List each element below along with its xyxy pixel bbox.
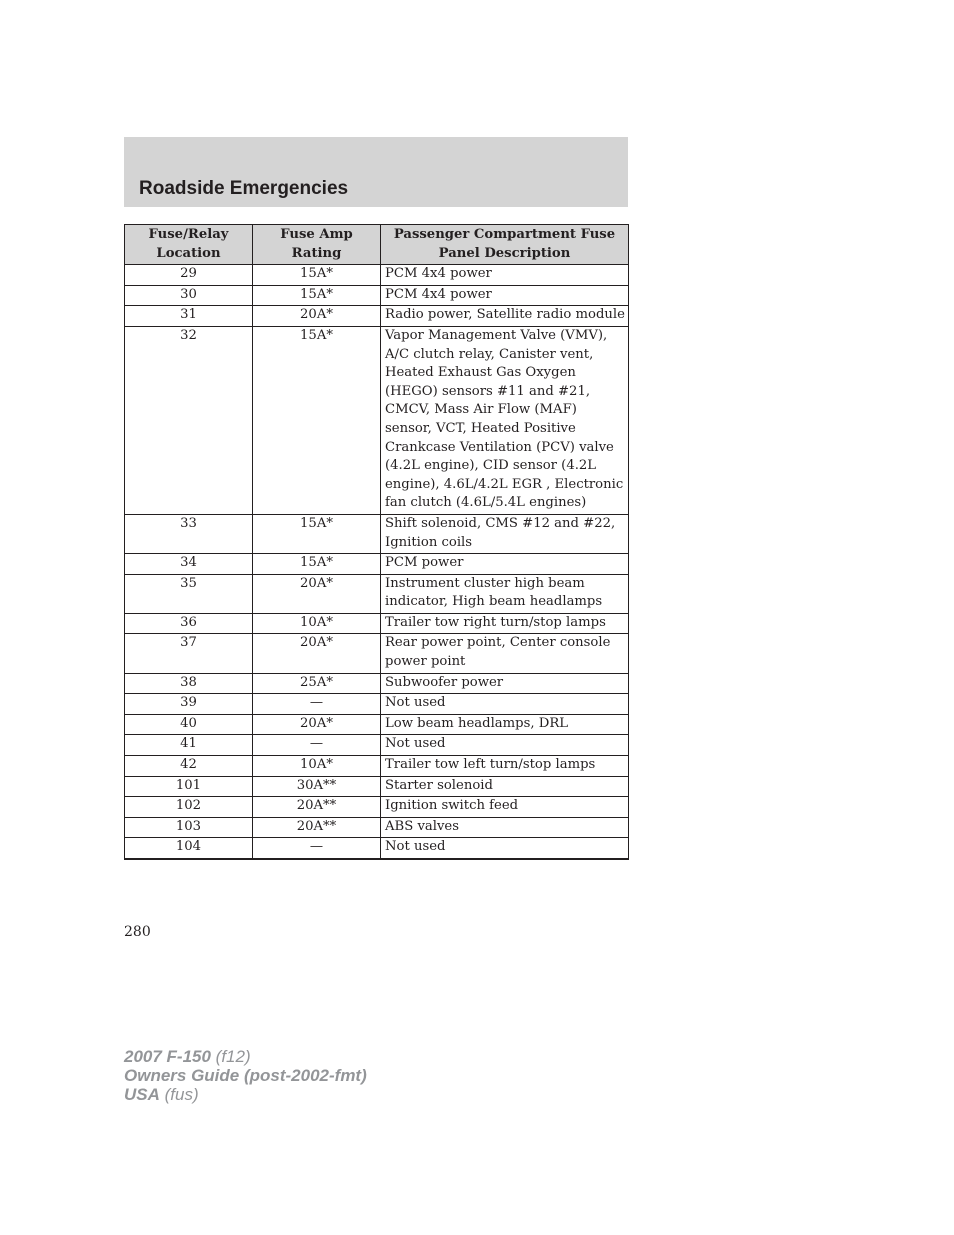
- table-row: [125, 634, 629, 673]
- fuse-location-cell: 41: [125, 735, 253, 756]
- fuse-rating-cell: 15A*: [253, 285, 381, 306]
- fuse-rating-cell: 20A**: [253, 797, 381, 818]
- document-footer: [124, 1047, 367, 1104]
- section-header-band: [124, 137, 628, 207]
- table-row: [125, 838, 629, 859]
- fuse-description-cell: PCM power: [381, 554, 629, 575]
- fuse-location-cell: 37: [125, 634, 253, 673]
- fuse-description-cell: PCM 4x4 power: [381, 285, 629, 306]
- fuse-rating-cell: 15A*: [253, 265, 381, 286]
- fuse-rating-cell: —: [253, 735, 381, 756]
- fuse-location-cell: 35: [125, 574, 253, 613]
- table-row: [125, 574, 629, 613]
- fuse-description-cell: Low beam headlamps, DRL: [381, 714, 629, 735]
- fuse-rating-cell: 20A*: [253, 634, 381, 673]
- fuse-description-cell: Trailer tow left turn/stop lamps: [381, 756, 629, 777]
- fuse-description-cell: Starter solenoid: [381, 776, 629, 797]
- footer-line-guide: Owners Guide (post-2002-fmt): [124, 1066, 367, 1085]
- fuse-location-cell: 34: [125, 554, 253, 575]
- fuse-description-cell: Instrument cluster high beam indicator, High beam headlamps: [381, 574, 629, 613]
- fuse-rating-cell: 25A*: [253, 673, 381, 694]
- fuse-rating-cell: 20A*: [253, 714, 381, 735]
- table-row: [125, 735, 629, 756]
- fuse-description-cell: Vapor Management Valve (VMV), A/C clutch relay, Canister vent, Heated Exhaust Gas Oxygen (HEGO) sensors #11 and #21, CMCV, Mass Air Flow (MAF) sensor, VCT, Heated Positive Crankcase Ventilation (PCV) valve (4.2L engine), CID sensor (4.2L engine), 4.6L/4.2L EGR , Electronic fan clutch (4.6L/5.4L engines): [381, 326, 629, 514]
- table-row: [125, 613, 629, 634]
- footer-line-model: 2007 F-150 (f12): [124, 1047, 251, 1066]
- fuse-location-cell: 39: [125, 694, 253, 715]
- header-location: Fuse/Relay Location: [125, 225, 253, 265]
- fuse-location-cell: 103: [125, 817, 253, 838]
- header-description: Passenger Compartment Fuse Panel Description: [381, 225, 629, 265]
- fuse-description-cell: Ignition switch feed: [381, 797, 629, 818]
- footer-line-market: USA (fus): [124, 1085, 199, 1104]
- table-row: [125, 817, 629, 838]
- fuse-rating-cell: 10A*: [253, 613, 381, 634]
- table-row: [125, 673, 629, 694]
- fuse-description-cell: Not used: [381, 694, 629, 715]
- fuse-rating-cell: 15A*: [253, 554, 381, 575]
- section-title: Roadside Emergencies: [139, 178, 349, 199]
- fuse-rating-cell: 20A*: [253, 574, 381, 613]
- fuse-description-cell: ABS valves: [381, 817, 629, 838]
- table-row: [125, 554, 629, 575]
- fuse-location-cell: 30: [125, 285, 253, 306]
- fuse-rating-cell: 20A*: [253, 306, 381, 327]
- fuse-rating-cell: 10A*: [253, 756, 381, 777]
- table-row: [125, 776, 629, 797]
- header-rating: Fuse Amp Rating: [253, 225, 381, 265]
- fuse-description-cell: Not used: [381, 735, 629, 756]
- fuse-table: [124, 224, 629, 860]
- fuse-rating-cell: 15A*: [253, 326, 381, 514]
- table-row: [125, 797, 629, 818]
- fuse-table-body: [125, 265, 629, 859]
- table-row: [125, 285, 629, 306]
- fuse-location-cell: 36: [125, 613, 253, 634]
- table-row: [125, 265, 629, 286]
- fuse-rating-cell: —: [253, 838, 381, 859]
- table-row: [125, 306, 629, 327]
- fuse-location-cell: 42: [125, 756, 253, 777]
- fuse-location-cell: 32: [125, 326, 253, 514]
- fuse-description-cell: Subwoofer power: [381, 673, 629, 694]
- fuse-description-cell: Rear power point, Center console power point: [381, 634, 629, 673]
- fuse-location-cell: 40: [125, 714, 253, 735]
- table-row: [125, 326, 629, 514]
- fuse-description-cell: Shift solenoid, CMS #12 and #22, Ignition coils: [381, 514, 629, 553]
- fuse-location-cell: 29: [125, 265, 253, 286]
- table-header-row: [125, 225, 629, 265]
- table-row: [125, 714, 629, 735]
- fuse-description-cell: PCM 4x4 power: [381, 265, 629, 286]
- fuse-description-cell: Trailer tow right turn/stop lamps: [381, 613, 629, 634]
- fuse-rating-cell: 15A*: [253, 514, 381, 553]
- fuse-rating-cell: 30A**: [253, 776, 381, 797]
- fuse-location-cell: 38: [125, 673, 253, 694]
- fuse-description-cell: Radio power, Satellite radio module: [381, 306, 629, 327]
- page-number: 280: [124, 924, 151, 940]
- fuse-location-cell: 31: [125, 306, 253, 327]
- fuse-rating-cell: 20A**: [253, 817, 381, 838]
- table-row: [125, 514, 629, 553]
- fuse-location-cell: 33: [125, 514, 253, 553]
- fuse-location-cell: 104: [125, 838, 253, 859]
- fuse-rating-cell: —: [253, 694, 381, 715]
- table-row: [125, 694, 629, 715]
- fuse-location-cell: 102: [125, 797, 253, 818]
- fuse-location-cell: 101: [125, 776, 253, 797]
- table-row: [125, 756, 629, 777]
- fuse-description-cell: Not used: [381, 838, 629, 859]
